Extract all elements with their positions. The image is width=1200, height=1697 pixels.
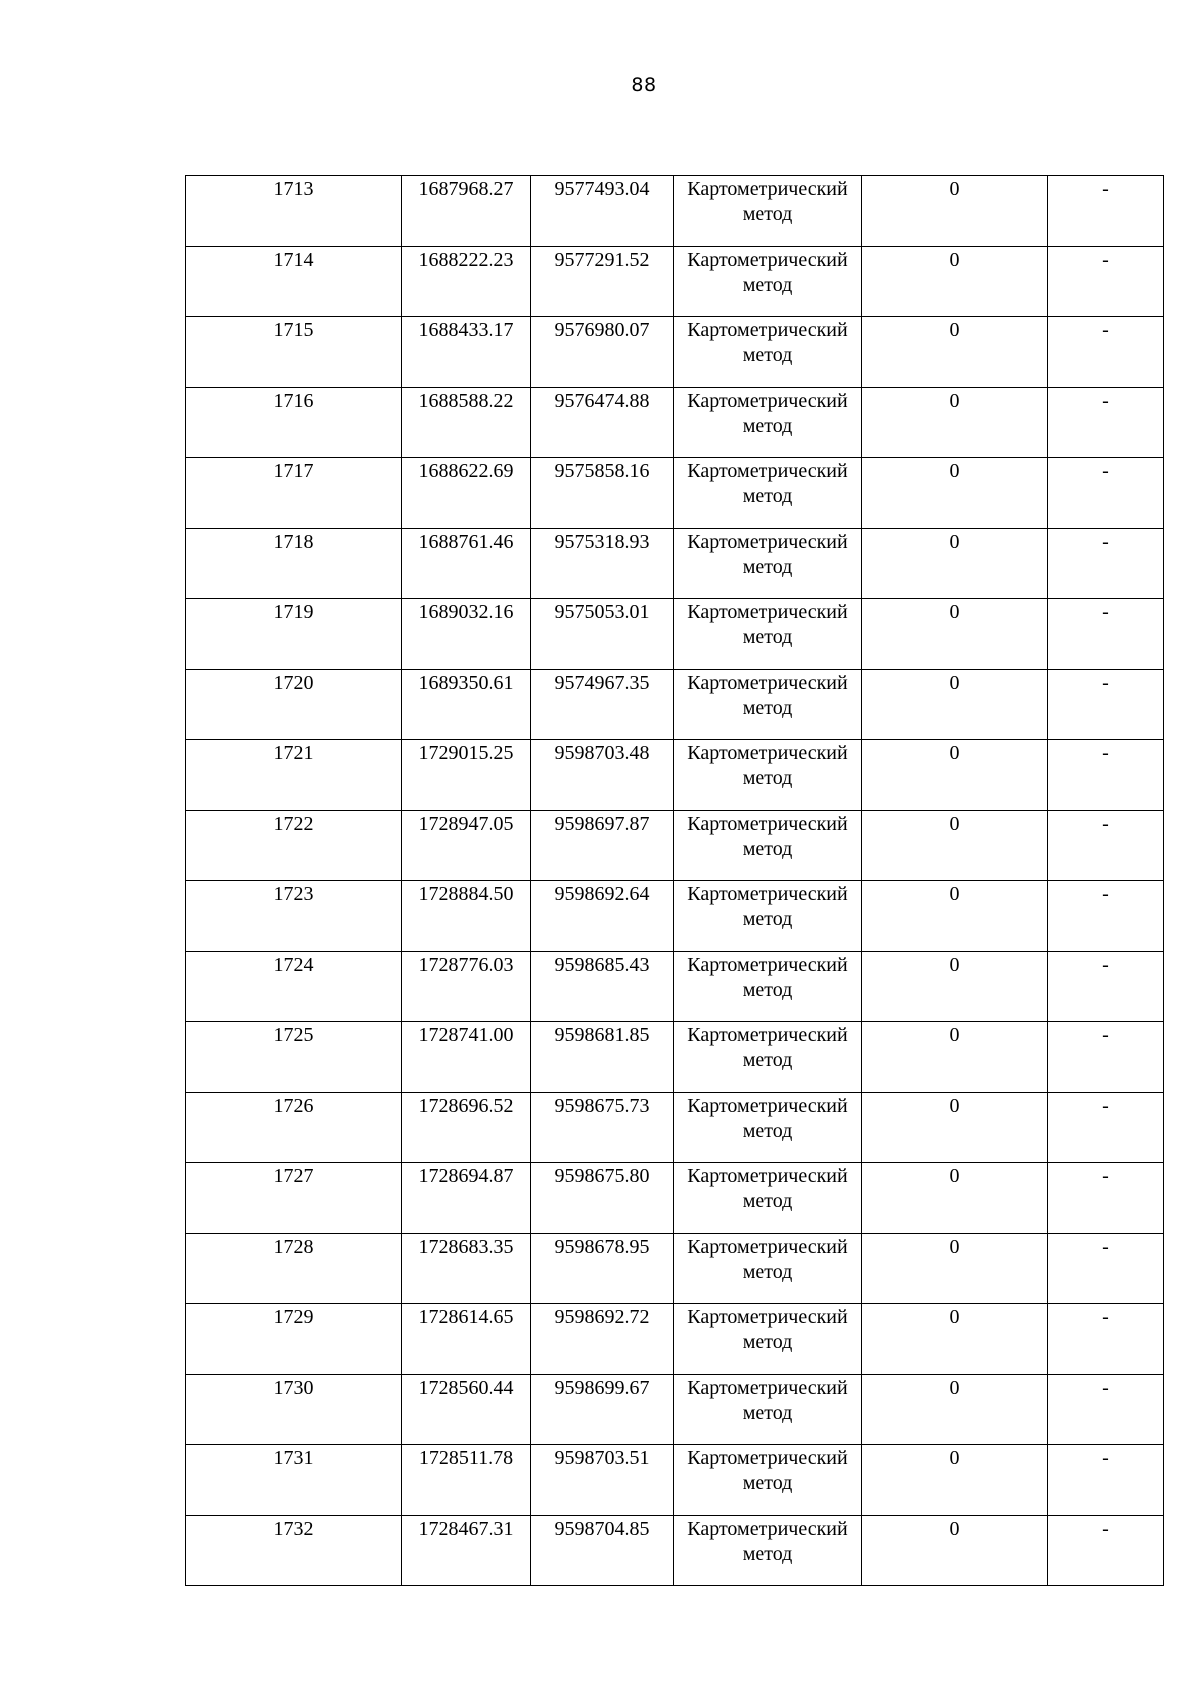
point-number-cell: 1720 [186, 669, 402, 740]
note-cell: - [1048, 317, 1164, 388]
table-row [186, 1092, 1164, 1163]
x-coordinate-cell: 1688433.17 [402, 317, 531, 388]
error-cell: 0 [862, 528, 1048, 599]
point-number-cell: 1722 [186, 810, 402, 881]
error-cell: 0 [862, 1233, 1048, 1304]
note-cell: - [1048, 810, 1164, 881]
error-cell: 0 [862, 1374, 1048, 1445]
point-number-cell: 1729 [186, 1304, 402, 1375]
note-cell: - [1048, 458, 1164, 529]
note-cell: - [1048, 951, 1164, 1022]
point-number-cell: 1714 [186, 246, 402, 317]
note-cell: - [1048, 1022, 1164, 1093]
table-row [186, 176, 1164, 247]
table-row [186, 810, 1164, 881]
x-coordinate-cell: 1689032.16 [402, 599, 531, 670]
error-cell: 0 [862, 599, 1048, 670]
table-row [186, 246, 1164, 317]
note-cell: - [1048, 740, 1164, 811]
table-row [186, 1445, 1164, 1516]
point-number-cell: 1727 [186, 1163, 402, 1234]
table-row [186, 740, 1164, 811]
note-cell: - [1048, 246, 1164, 317]
point-number-cell: 1715 [186, 317, 402, 388]
method-cell: Картометрический метод [674, 810, 862, 881]
table-row [186, 1163, 1164, 1234]
table-row [186, 599, 1164, 670]
error-cell: 0 [862, 1163, 1048, 1234]
x-coordinate-cell: 1688622.69 [402, 458, 531, 529]
x-coordinate-cell: 1689350.61 [402, 669, 531, 740]
x-coordinate-cell: 1688222.23 [402, 246, 531, 317]
note-cell: - [1048, 387, 1164, 458]
table-row [186, 951, 1164, 1022]
method-cell: Картометрический метод [674, 528, 862, 599]
table-row [186, 317, 1164, 388]
y-coordinate-cell: 9575318.93 [531, 528, 674, 599]
point-number-cell: 1726 [186, 1092, 402, 1163]
note-cell: - [1048, 1092, 1164, 1163]
table-row [186, 1022, 1164, 1093]
method-cell: Картометрический метод [674, 1163, 862, 1234]
table-row [186, 1233, 1164, 1304]
table-row [186, 669, 1164, 740]
y-coordinate-cell: 9598675.80 [531, 1163, 674, 1234]
y-coordinate-cell: 9598697.87 [531, 810, 674, 881]
method-cell: Картометрический метод [674, 740, 862, 811]
x-coordinate-cell: 1688588.22 [402, 387, 531, 458]
method-cell: Картометрический метод [674, 599, 862, 670]
method-cell: Картометрический метод [674, 1515, 862, 1586]
page-number: 88 [631, 74, 657, 96]
point-number-cell: 1724 [186, 951, 402, 1022]
method-cell: Картометрический метод [674, 951, 862, 1022]
error-cell: 0 [862, 669, 1048, 740]
x-coordinate-cell: 1729015.25 [402, 740, 531, 811]
error-cell: 0 [862, 246, 1048, 317]
error-cell: 0 [862, 1304, 1048, 1375]
y-coordinate-cell: 9598692.64 [531, 881, 674, 952]
y-coordinate-cell: 9575858.16 [531, 458, 674, 529]
x-coordinate-cell: 1728776.03 [402, 951, 531, 1022]
error-cell: 0 [862, 317, 1048, 388]
x-coordinate-cell: 1728884.50 [402, 881, 531, 952]
error-cell: 0 [862, 1092, 1048, 1163]
point-number-cell: 1731 [186, 1445, 402, 1516]
x-coordinate-cell: 1687968.27 [402, 176, 531, 247]
method-cell: Картометрический метод [674, 881, 862, 952]
method-cell: Картометрический метод [674, 1304, 862, 1375]
method-cell: Картометрический метод [674, 246, 862, 317]
point-number-cell: 1718 [186, 528, 402, 599]
x-coordinate-cell: 1728696.52 [402, 1092, 531, 1163]
y-coordinate-cell: 9598678.95 [531, 1233, 674, 1304]
y-coordinate-cell: 9598685.43 [531, 951, 674, 1022]
x-coordinate-cell: 1728560.44 [402, 1374, 531, 1445]
error-cell: 0 [862, 387, 1048, 458]
error-cell: 0 [862, 810, 1048, 881]
y-coordinate-cell: 9598703.51 [531, 1445, 674, 1516]
table-row [186, 1515, 1164, 1586]
point-number-cell: 1716 [186, 387, 402, 458]
y-coordinate-cell: 9598675.73 [531, 1092, 674, 1163]
note-cell: - [1048, 1374, 1164, 1445]
error-cell: 0 [862, 1445, 1048, 1516]
y-coordinate-cell: 9574967.35 [531, 669, 674, 740]
error-cell: 0 [862, 1515, 1048, 1586]
note-cell: - [1048, 1445, 1164, 1516]
note-cell: - [1048, 1515, 1164, 1586]
y-coordinate-cell: 9598692.72 [531, 1304, 674, 1375]
x-coordinate-cell: 1728741.00 [402, 1022, 531, 1093]
note-cell: - [1048, 176, 1164, 247]
table-row [186, 528, 1164, 599]
y-coordinate-cell: 9576980.07 [531, 317, 674, 388]
x-coordinate-cell: 1728614.65 [402, 1304, 531, 1375]
y-coordinate-cell: 9598703.48 [531, 740, 674, 811]
y-coordinate-cell: 9575053.01 [531, 599, 674, 670]
point-number-cell: 1730 [186, 1374, 402, 1445]
table-row [186, 881, 1164, 952]
table-row [186, 1374, 1164, 1445]
method-cell: Картометрический метод [674, 176, 862, 247]
note-cell: - [1048, 881, 1164, 952]
note-cell: - [1048, 1304, 1164, 1375]
coordinates-table-body [186, 176, 1164, 1586]
x-coordinate-cell: 1728683.35 [402, 1233, 531, 1304]
x-coordinate-cell: 1728511.78 [402, 1445, 531, 1516]
x-coordinate-cell: 1728947.05 [402, 810, 531, 881]
error-cell: 0 [862, 881, 1048, 952]
x-coordinate-cell: 1728694.87 [402, 1163, 531, 1234]
method-cell: Картометрический метод [674, 1374, 862, 1445]
error-cell: 0 [862, 1022, 1048, 1093]
point-number-cell: 1732 [186, 1515, 402, 1586]
point-number-cell: 1725 [186, 1022, 402, 1093]
error-cell: 0 [862, 951, 1048, 1022]
point-number-cell: 1717 [186, 458, 402, 529]
method-cell: Картометрический метод [674, 458, 862, 529]
point-number-cell: 1721 [186, 740, 402, 811]
point-number-cell: 1719 [186, 599, 402, 670]
table-row [186, 1304, 1164, 1375]
error-cell: 0 [862, 176, 1048, 247]
method-cell: Картометрический метод [674, 1092, 862, 1163]
table-row [186, 387, 1164, 458]
y-coordinate-cell: 9598704.85 [531, 1515, 674, 1586]
y-coordinate-cell: 9598699.67 [531, 1374, 674, 1445]
method-cell: Картометрический метод [674, 669, 862, 740]
x-coordinate-cell: 1688761.46 [402, 528, 531, 599]
point-number-cell: 1713 [186, 176, 402, 247]
error-cell: 0 [862, 458, 1048, 529]
y-coordinate-cell: 9598681.85 [531, 1022, 674, 1093]
note-cell: - [1048, 669, 1164, 740]
method-cell: Картометрический метод [674, 1445, 862, 1516]
method-cell: Картометрический метод [674, 1022, 862, 1093]
method-cell: Картометрический метод [674, 317, 862, 388]
note-cell: - [1048, 528, 1164, 599]
coordinates-table [185, 175, 1164, 1586]
note-cell: - [1048, 599, 1164, 670]
table-row [186, 458, 1164, 529]
note-cell: - [1048, 1163, 1164, 1234]
point-number-cell: 1723 [186, 881, 402, 952]
y-coordinate-cell: 9577493.04 [531, 176, 674, 247]
point-number-cell: 1728 [186, 1233, 402, 1304]
method-cell: Картометрический метод [674, 387, 862, 458]
y-coordinate-cell: 9576474.88 [531, 387, 674, 458]
x-coordinate-cell: 1728467.31 [402, 1515, 531, 1586]
note-cell: - [1048, 1233, 1164, 1304]
error-cell: 0 [862, 740, 1048, 811]
y-coordinate-cell: 9577291.52 [531, 246, 674, 317]
method-cell: Картометрический метод [674, 1233, 862, 1304]
